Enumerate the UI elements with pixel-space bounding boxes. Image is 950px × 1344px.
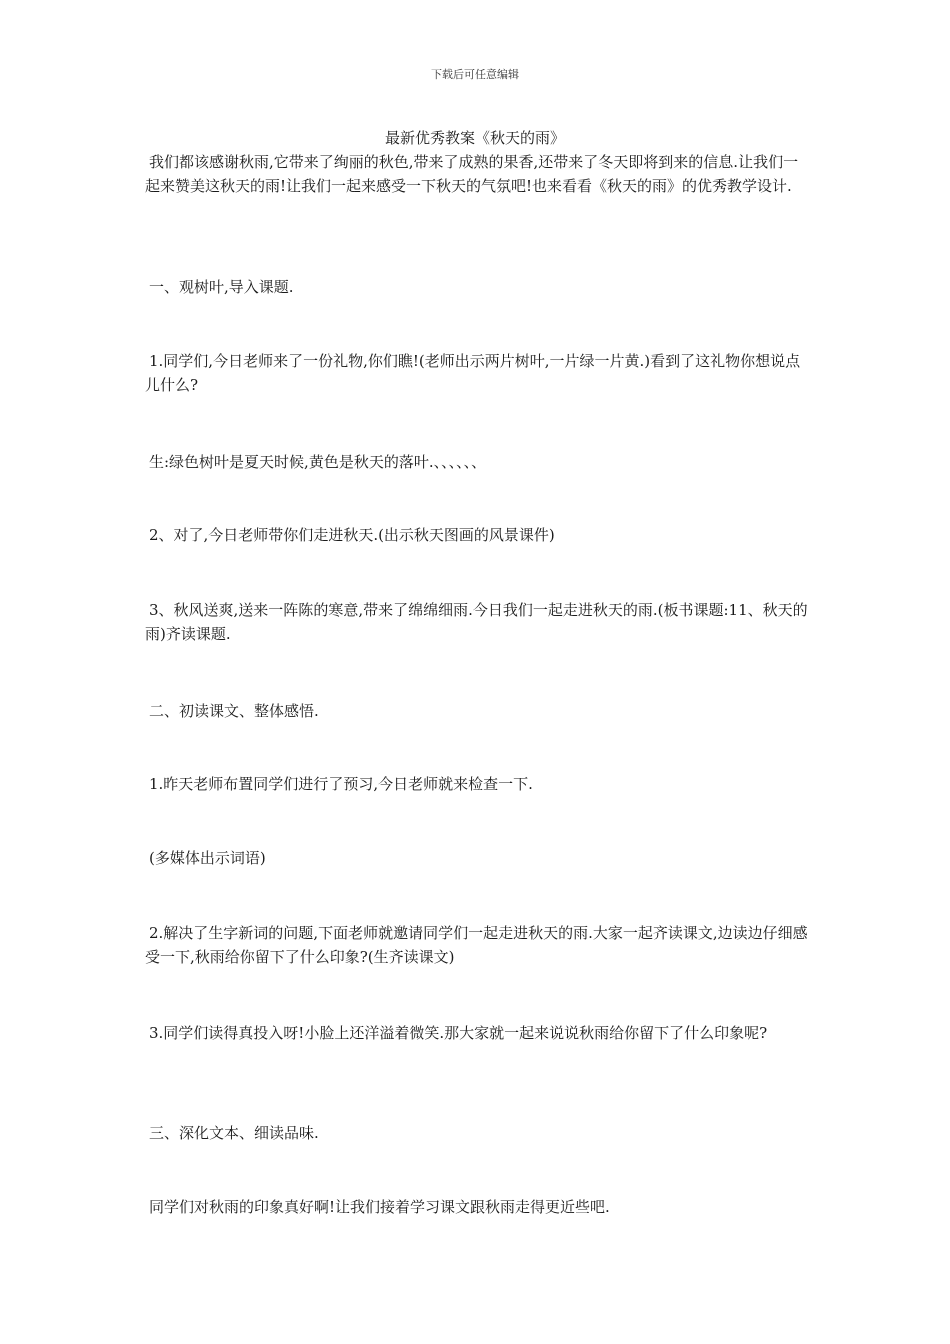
section-heading-2: 二、初读课文、整体感悟. <box>149 702 319 720</box>
section-heading-1: 一、观树叶,导入课题. <box>149 278 294 296</box>
paragraph-1-3: 3、秋风送爽,送来一阵陈的寒意,带来了绵绵细雨.今日我们一起走进秋天的雨.(板书课题:11、秋天的雨)齐读课题. <box>145 601 808 643</box>
paragraph-1-2: 2、对了,今日老师带你们走进秋天.(出示秋天图画的风景课件) <box>149 526 555 544</box>
section-heading-3: 三、深化文本、细读品味. <box>149 1124 319 1142</box>
paragraph-2-1: 1.昨天老师布置同学们进行了预习,今日老师就来检查一下. <box>149 775 533 793</box>
paragraph-1-1: 1.同学们,今日老师来了一份礼物,你们瞧!(老师出示两片树叶,一片绿一片黄.)看到了这礼物你想说点儿什么? <box>145 352 801 394</box>
document-title: 最新优秀教案《秋天的雨》 <box>384 129 565 147</box>
paragraph-3-1: 同学们对秋雨的印象真好啊!让我们接着学习课文跟秋雨走得更近些吧. <box>149 1198 610 1216</box>
header-note: 下载后可任意编辑 <box>431 68 519 81</box>
paragraph-multimedia: (多媒体出示词语) <box>149 849 266 867</box>
paragraph-2-2: 2.解决了生字新词的问题,下面老师就邀请同学们一起走进秋天的雨.大家一起齐读课文,边读边仔细感受一下,秋雨给你留下了什么印象?(生齐读课文) <box>145 924 808 966</box>
intro-paragraph: 我们都该感谢秋雨,它带来了绚丽的秋色,带来了成熟的果香,还带来了冬天即将到来的信息.让我们一起来赞美这秋天的雨!让我们一起来感受一下秋天的气氛吧!也来看看《秋天的雨》的优秀教学设计. <box>145 153 799 195</box>
paragraph-2-3: 3.同学们读得真投入呀!小脸上还洋溢着微笑.那大家就一起来说说秋雨给你留下了什么印象呢? <box>149 1024 768 1042</box>
paragraph-student-answer: 生:绿色树叶是夏天时候,黄色是秋天的落叶.、、、、、、 <box>149 453 487 471</box>
